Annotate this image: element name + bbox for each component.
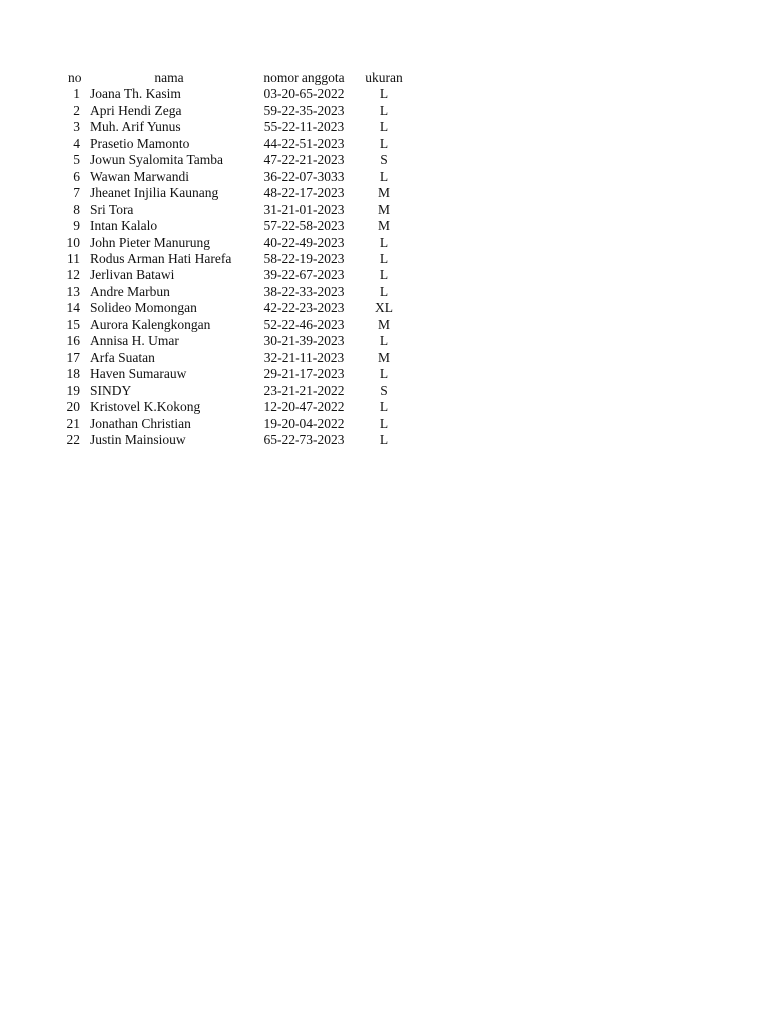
cell-nama: Andre Marbun [90,283,170,299]
cell-ukuran: M [377,316,390,332]
cell-ukuran: L [379,267,389,283]
cell-ukuran: L [379,102,389,118]
cell-nomor-anggota: 58-22-19-2023 [263,250,345,266]
table-row [62,169,412,185]
table-row [62,267,412,283]
cell-no: 7 [73,185,80,201]
table-row [62,235,412,251]
cell-nama: Jheanet Injilia Kaunang [90,185,219,201]
cell-no: 6 [73,168,80,184]
cell-no: 20 [66,399,80,415]
cell-nama: Apri Hendi Zega [90,102,182,118]
cell-no: 10 [66,234,80,250]
cell-nomor-anggota: 59-22-35-2023 [263,102,345,118]
cell-no: 16 [66,333,80,349]
table-row [62,152,412,168]
cell-no: 1 [73,86,80,102]
cell-ukuran: M [377,201,390,217]
cell-nomor-anggota: 48-22-17-2023 [263,185,345,201]
cell-no: 21 [66,415,80,431]
cell-nama: Justin Mainsiouw [90,431,186,447]
cell-nama: Jowun Syalomita Tamba [90,152,224,168]
cell-nomor-anggota: 40-22-49-2023 [263,234,345,250]
table-row [62,119,412,135]
cell-nama: Kristovel K.Kokong [90,399,201,415]
cell-ukuran: M [377,218,390,234]
member-table [62,70,412,448]
table-row [62,251,412,267]
table-row [62,300,412,316]
cell-nama: Aurora Kalengkongan [90,316,211,332]
cell-nomor-anggota: 55-22-11-2023 [263,119,345,135]
table-row [62,366,412,382]
cell-ukuran: L [379,234,389,250]
cell-nama: Rodus Arman Hati Harefa [90,250,232,266]
cell-nama: John Pieter Manurung [90,234,210,250]
cell-nomor-anggota: 31-21-01-2023 [263,201,345,217]
header-no: no [68,70,82,85]
table-row [62,284,412,300]
cell-nama: SINDY [90,382,132,398]
cell-ukuran: L [379,415,389,431]
cell-ukuran: L [379,399,389,415]
table-body [62,86,412,448]
cell-nomor-anggota: 65-22-73-2023 [263,431,345,447]
cell-ukuran: L [379,333,389,349]
table-row [62,333,412,349]
cell-nama: Solideo Momongan [90,300,197,316]
table-row [62,136,412,152]
cell-nama: Joana Th. Kasim [90,86,181,102]
cell-nomor-anggota: 39-22-67-2023 [263,267,345,283]
cell-nomor-anggota: 42-22-23-2023 [263,300,345,316]
cell-nomor-anggota: 19-20-04-2022 [263,415,345,431]
table-row [62,202,412,218]
cell-nama: Wawan Marwandi [90,168,190,184]
cell-nama: Muh. Arif Yunus [90,119,181,135]
cell-nama: Annisa H. Umar [90,333,179,349]
table-row [62,103,412,119]
cell-no: 2 [73,102,80,118]
cell-ukuran: M [377,349,390,365]
cell-nama: Jerlivan Batawi [90,267,175,283]
table-row [62,399,412,415]
cell-nomor-anggota: 29-21-17-2023 [263,366,345,382]
cell-nomor-anggota: 03-20-65-2022 [263,86,345,102]
cell-ukuran: L [379,135,389,151]
cell-ukuran: L [379,283,389,299]
cell-no: 12 [66,267,80,283]
cell-nama: Jonathan Christian [90,415,191,431]
cell-nomor-anggota: 47-22-21-2023 [263,152,345,168]
cell-nama: Sri Tora [90,201,134,217]
cell-no: 15 [66,316,80,332]
header-nomor-anggota: nomor anggota [263,70,345,85]
cell-nomor-anggota: 23-21-21-2022 [263,382,345,398]
cell-no: 22 [66,431,80,447]
cell-ukuran: L [379,119,389,135]
cell-nomor-anggota: 52-22-46-2023 [263,316,345,332]
cell-ukuran: S [380,382,388,398]
cell-no: 11 [67,250,80,266]
cell-nama: Arfa Suatan [90,349,155,365]
cell-no: 5 [73,152,80,168]
member-table-sheet [62,70,412,448]
cell-ukuran: M [377,185,390,201]
cell-nomor-anggota: 32-21-11-2023 [263,349,345,365]
cell-nomor-anggota: 12-20-47-2022 [263,399,345,415]
cell-no: 18 [66,366,80,382]
table-row [62,383,412,399]
header-nama: nama [154,70,184,85]
cell-nomor-anggota: 44-22-51-2023 [263,135,345,151]
cell-ukuran: L [379,250,389,266]
cell-ukuran: L [379,86,389,102]
cell-nama: Haven Sumarauw [90,366,187,382]
table-row [62,218,412,234]
table-row [62,317,412,333]
cell-nomor-anggota: 57-22-58-2023 [263,218,345,234]
header-row [62,70,412,86]
table-row [62,185,412,201]
cell-no: 19 [66,382,80,398]
cell-nomor-anggota: 30-21-39-2023 [263,333,345,349]
cell-no: 14 [66,300,80,316]
table-row [62,416,412,432]
cell-nama: Intan Kalalo [90,218,158,234]
cell-no: 4 [73,135,80,151]
table-row [62,86,412,102]
cell-ukuran: S [380,152,388,168]
cell-ukuran: L [379,168,389,184]
table-row [62,432,412,448]
cell-nomor-anggota: 38-22-33-2023 [263,283,345,299]
table-row [62,350,412,366]
cell-nama: Prasetio Mamonto [90,135,190,151]
cell-nomor-anggota: 36-22-07-3033 [263,168,345,184]
cell-no: 9 [73,218,80,234]
cell-no: 8 [73,201,80,217]
cell-no: 13 [66,283,80,299]
table-header [62,70,412,86]
cell-ukuran: L [379,366,389,382]
cell-no: 3 [73,119,80,135]
cell-ukuran: XL [375,300,393,316]
cell-no: 17 [66,349,80,365]
header-ukuran: ukuran [365,70,403,85]
cell-ukuran: L [379,431,389,447]
